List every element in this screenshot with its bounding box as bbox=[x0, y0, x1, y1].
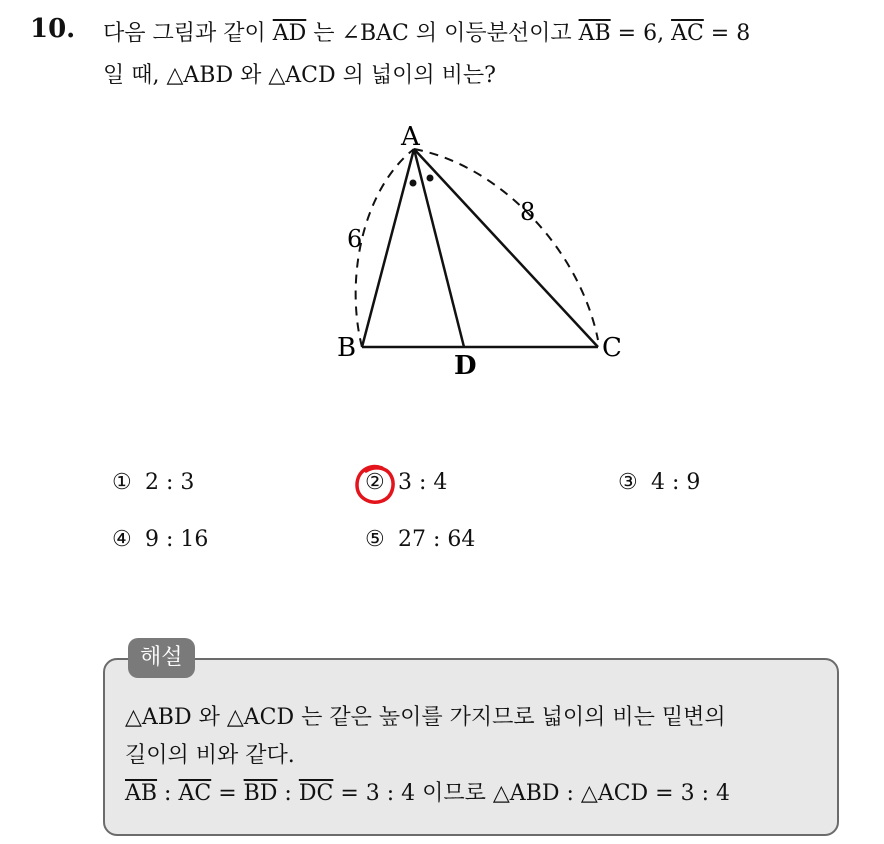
choice-5[interactable] bbox=[365, 527, 475, 552]
question-text: = 6, bbox=[610, 21, 672, 46]
bisector-ad bbox=[414, 149, 464, 347]
choice-number: ⑤ bbox=[365, 527, 385, 552]
choice-text: 27 : 64 bbox=[398, 527, 476, 552]
length-label-ab: 6 bbox=[347, 225, 363, 253]
solution-line-1: △ABD 와 △ACD 는 같은 높이를 가지므로 넓이의 비는 밑변의 bbox=[125, 705, 726, 730]
question-number: 10. bbox=[30, 14, 76, 44]
solution-tag: 해설 bbox=[128, 638, 195, 678]
segment-ac: $\overline{AC}$ bbox=[671, 21, 704, 46]
solution-text: = bbox=[211, 781, 244, 806]
question-line-2: 일 때, △ABD 와 △ACD 의 넓이의 비는? bbox=[103, 63, 496, 88]
question-text: 다음 그림과 같이 bbox=[103, 21, 273, 46]
choice-text: 3 : 4 bbox=[398, 470, 448, 495]
choice-3[interactable] bbox=[618, 470, 700, 495]
choice-text: 4 : 9 bbox=[651, 470, 701, 495]
angle-mark bbox=[427, 175, 434, 182]
angle-mark bbox=[410, 180, 417, 187]
segment-ac: $\overline{AC}$ bbox=[178, 781, 212, 806]
vertex-label-c: C bbox=[602, 333, 622, 363]
choice-1[interactable] bbox=[112, 470, 194, 495]
solution-text: : bbox=[277, 781, 299, 806]
choice-text: 2 : 3 bbox=[145, 470, 195, 495]
segment-ab: $\overline{AB}$ bbox=[578, 21, 611, 46]
vertex-label-b: B bbox=[337, 333, 357, 363]
side-ab bbox=[362, 149, 414, 347]
triangle-figure bbox=[300, 110, 660, 390]
question-line-1 bbox=[103, 16, 750, 47]
question-text: 는 ∠BAC 의 이등분선이고 bbox=[306, 21, 579, 46]
segment-bd: $\overline{BD}$ bbox=[243, 781, 278, 806]
solution-text: : bbox=[157, 781, 179, 806]
choice-4[interactable] bbox=[112, 527, 208, 552]
solution-text: = 3 : 4 이므로 △ABD : △ACD = 3 : 4 bbox=[333, 781, 730, 806]
segment-ab: $\overline{AB}$ bbox=[125, 781, 158, 806]
choice-text: 9 : 16 bbox=[145, 527, 209, 552]
choice-number: ④ bbox=[112, 527, 132, 552]
question-text: = 8 bbox=[703, 21, 751, 46]
vertex-label-a: A bbox=[401, 122, 420, 152]
solution-line-3 bbox=[125, 776, 730, 807]
segment-dc: $\overline{DC}$ bbox=[298, 781, 334, 806]
segment-ad: $\overline{AD}$ bbox=[272, 21, 307, 46]
choice-number: ③ bbox=[618, 470, 638, 495]
solution-line-2: 길이의 비와 같다. bbox=[125, 743, 295, 768]
point-label-d: D bbox=[454, 351, 477, 381]
length-label-ac: 8 bbox=[520, 198, 536, 226]
choice-number: ① bbox=[112, 470, 132, 495]
side-ac bbox=[414, 149, 598, 347]
choice-2[interactable] bbox=[365, 470, 447, 495]
choice-number: ② bbox=[365, 470, 385, 495]
